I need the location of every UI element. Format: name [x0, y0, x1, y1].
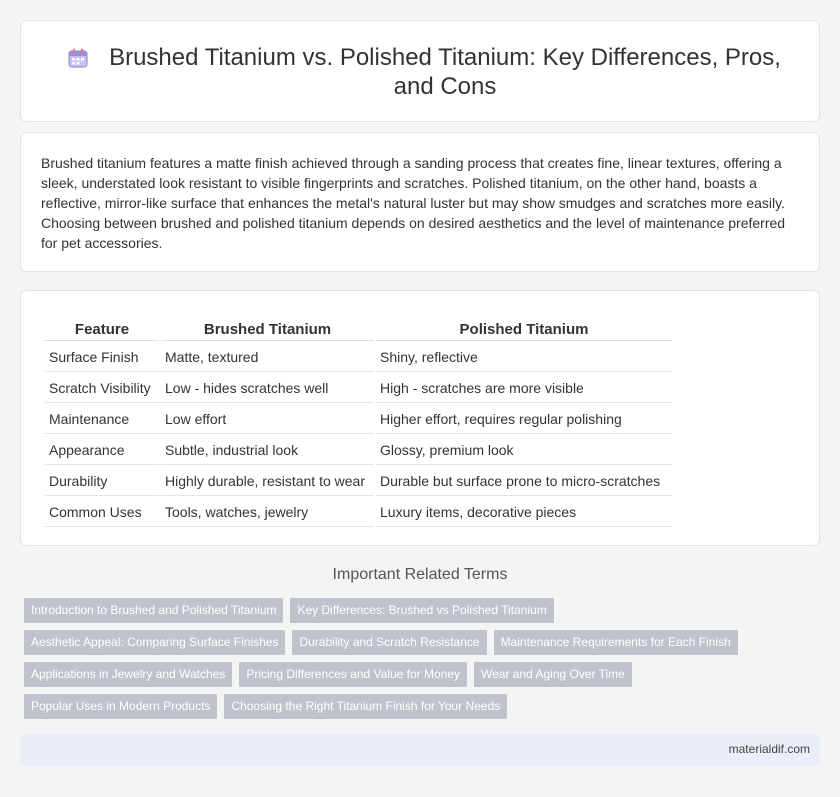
table-cell: Common Uses [45, 498, 159, 527]
comparison-card [20, 290, 820, 546]
header-polished: Polished Titanium [376, 317, 672, 341]
table-row [45, 498, 672, 527]
title-wrap [61, 43, 799, 101]
related-term-link[interactable]: Wear and Aging Over Time [474, 662, 632, 687]
table-row [45, 343, 672, 372]
table-cell: Appearance [45, 436, 159, 465]
related-term-link[interactable]: Choosing the Right Titanium Finish for Your Needs [224, 694, 507, 719]
intro-card [20, 132, 820, 272]
table-cell: Surface Finish [45, 343, 159, 372]
related-term-link[interactable]: Maintenance Requirements for Each Finish [494, 630, 738, 655]
header-feature: Feature [45, 317, 159, 341]
table-row [45, 374, 672, 403]
table-cell: Glossy, premium look [376, 436, 672, 465]
table-cell: Highly durable, resistant to wear [161, 467, 374, 496]
table-cell: Tools, watches, jewelry [161, 498, 374, 527]
table-row [45, 436, 672, 465]
table-cell: Durability [45, 467, 159, 496]
tag-row [24, 630, 824, 655]
page-title: Brushed Titanium vs. Polished Titanium: Key Differences, Pros, and Cons [109, 44, 781, 100]
tag-row [24, 598, 824, 623]
intro-paragraph: Brushed titanium features a matte finish achieved through a sanding process that creates fine, linear textures, offering a sleek, understated look resistant to visible fingerprints and scratches. Polished titanium, on the other hand, boasts a reflective, mirror-like surface that enhances the metal's natural luster but may show smudges and scratches more easily. Choosing between brushed and polished titanium depends on desired aesthetics and the level of maintenance preferred for pet accessories. [41, 155, 786, 251]
related-term-link[interactable]: Applications in Jewelry and Watches [24, 662, 232, 687]
table-row [45, 467, 672, 496]
table-cell: High - scratches are more visible [376, 374, 672, 403]
header-card [20, 20, 820, 122]
related-term-link[interactable]: Introduction to Brushed and Polished Titanium [24, 598, 283, 623]
table-cell: Subtle, industrial look [161, 436, 374, 465]
footer-site: materialdif.com [728, 742, 810, 756]
table-cell: Higher effort, requires regular polishing [376, 405, 672, 434]
table-header-row [45, 317, 672, 341]
table-cell: Low effort [161, 405, 374, 434]
table-cell: Luxury items, decorative pieces [376, 498, 672, 527]
tag-row [24, 662, 824, 687]
related-term-link[interactable]: Popular Uses in Modern Products [24, 694, 217, 719]
related-term-link[interactable]: Key Differences: Brushed vs Polished Titanium [290, 598, 553, 623]
related-term-link[interactable]: Durability and Scratch Resistance [292, 630, 486, 655]
related-terms-title: Important Related Terms [332, 566, 508, 583]
footer [20, 734, 820, 766]
related-term-link[interactable]: Aesthetic Appeal: Comparing Surface Finishes [24, 630, 285, 655]
tag-row [24, 694, 824, 719]
table-cell: Scratch Visibility [45, 374, 159, 403]
comparison-table [43, 315, 674, 529]
table-cell: Maintenance [45, 405, 159, 434]
table-cell: Shiny, reflective [376, 343, 672, 372]
table-cell: Matte, textured [161, 343, 374, 372]
table-body [45, 343, 672, 527]
header-brushed: Brushed Titanium [161, 317, 374, 341]
related-term-link[interactable]: Pricing Differences and Value for Money [239, 662, 467, 687]
related-terms-list [24, 598, 824, 726]
calendar-icon [67, 47, 89, 69]
table-row [45, 405, 672, 434]
table-cell: Durable but surface prone to micro-scratches [376, 467, 672, 496]
table-cell: Low - hides scratches well [161, 374, 374, 403]
